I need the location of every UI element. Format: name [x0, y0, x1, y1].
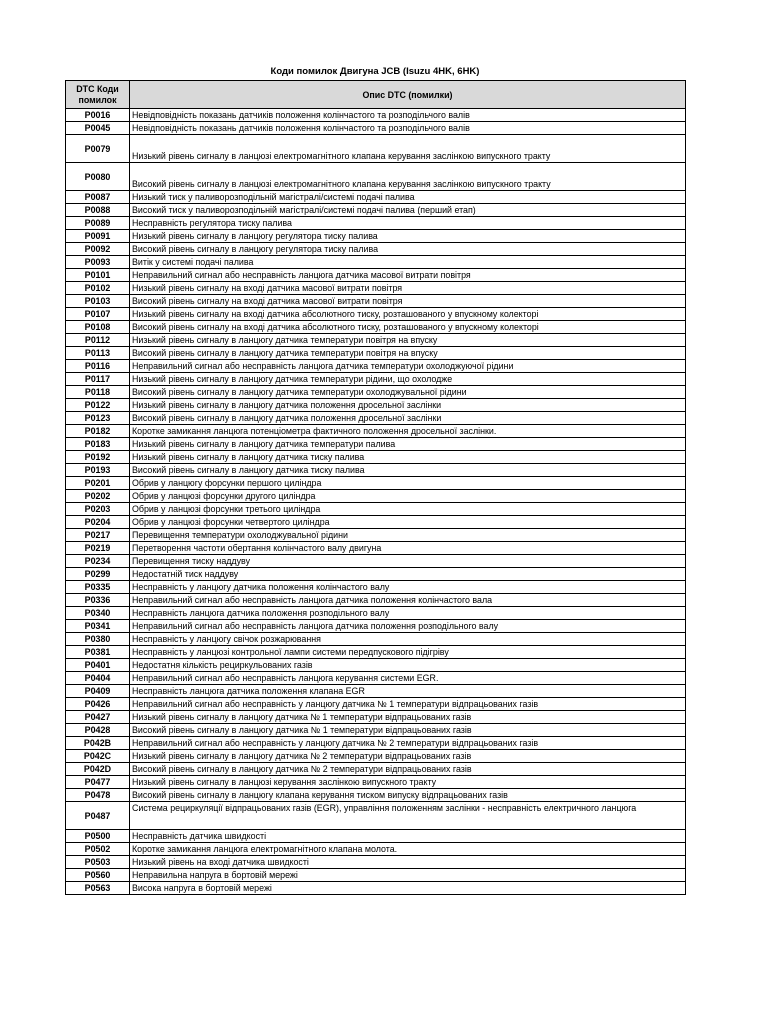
- dtc-description-cell: Неправильний сигнал або несправність у ланцюгу датчика № 2 температури відпрацьованих газів: [130, 737, 686, 750]
- dtc-code-cell: P0426: [66, 698, 130, 711]
- table-row: [66, 122, 686, 135]
- dtc-description-cell: Неправильний сигнал або несправність ланцюга датчика положення розподільного валу: [130, 620, 686, 633]
- dtc-code-cell: P0487: [66, 802, 130, 830]
- table-row: [66, 204, 686, 217]
- dtc-description-cell: Неправильна напруга в бортовій мережі: [130, 869, 686, 882]
- dtc-description-cell: Обрив у ланцюзі форсунки третього циліндра: [130, 503, 686, 516]
- dtc-code-cell: P0182: [66, 425, 130, 438]
- dtc-description-cell: Невідповідність показань датчиків положення колінчастого та розподільчого валів: [130, 109, 686, 122]
- dtc-description-cell: Невідповідність показань датчиків положення колінчастого та розподільчого валів: [130, 122, 686, 135]
- dtc-description-cell: Низький рівень на вході датчика швидкості: [130, 856, 686, 869]
- dtc-description-cell: Перевищення температури охолоджувальної рідини: [130, 529, 686, 542]
- dtc-description-cell: Низький рівень сигналу в ланцюгу датчика № 2 температури відпрацьованих газів: [130, 750, 686, 763]
- dtc-description-cell: Високий рівень сигналу в ланцюгу датчика температури охолоджувальної рідини: [130, 386, 686, 399]
- dtc-code-cell: P0381: [66, 646, 130, 659]
- dtc-description-cell: Високий тиск у паливорозподільній магістралі/системі подачі палива (перший етап): [130, 204, 686, 217]
- dtc-code-cell: P0088: [66, 204, 130, 217]
- table-row: [66, 163, 686, 191]
- dtc-code-cell: P042B: [66, 737, 130, 750]
- dtc-code-cell: P0117: [66, 373, 130, 386]
- table-row: [66, 698, 686, 711]
- dtc-description-cell: Висока напруга в бортовій мережі: [130, 882, 686, 895]
- table-row: [66, 269, 686, 282]
- dtc-code-cell: P0123: [66, 412, 130, 425]
- dtc-description-cell: Несправність ланцюга датчика положення клапана EGR: [130, 685, 686, 698]
- table-row: [66, 477, 686, 490]
- dtc-code-cell: P0079: [66, 135, 130, 163]
- table-row: [66, 763, 686, 776]
- document-title: Коди помилок Двигуна JCB (Isuzu 4HK, 6HK): [270, 66, 480, 77]
- dtc-code-cell: P0112: [66, 334, 130, 347]
- table-row: [66, 386, 686, 399]
- dtc-description-cell: Обрив у ланцюгу форсунки першого циліндра: [130, 477, 686, 490]
- description-column-header: Опис DTC (помилки): [130, 81, 686, 109]
- dtc-description-cell: Низький тиск у паливорозподільній магістралі/системі подачі палива: [130, 191, 686, 204]
- dtc-code-cell: P0016: [66, 109, 130, 122]
- table-row: [66, 217, 686, 230]
- table-row: [66, 282, 686, 295]
- dtc-code-cell: P0340: [66, 607, 130, 620]
- table-row: [66, 776, 686, 789]
- dtc-description-cell: Високий рівень сигналу в ланцюзі електромагнітного клапана керування заслінкою випускного тракту: [130, 163, 686, 191]
- dtc-code-cell: P0089: [66, 217, 130, 230]
- table-row: [66, 243, 686, 256]
- dtc-code-cell: P0202: [66, 490, 130, 503]
- dtc-code-cell: P0477: [66, 776, 130, 789]
- dtc-code-cell: P0217: [66, 529, 130, 542]
- table-row: [66, 724, 686, 737]
- table-row: [66, 789, 686, 802]
- dtc-code-cell: P0478: [66, 789, 130, 802]
- table-row: [66, 425, 686, 438]
- table-row: [66, 464, 686, 477]
- table-row: [66, 191, 686, 204]
- dtc-code-cell: P0404: [66, 672, 130, 685]
- table-row: [66, 685, 686, 698]
- table-row: [66, 542, 686, 555]
- dtc-description-cell: Низький рівень сигналу в ланцюгу датчика положення дросельної заслінки: [130, 399, 686, 412]
- table-row: [66, 295, 686, 308]
- dtc-description-cell: Високий рівень сигналу на вході датчика масової витрати повітря: [130, 295, 686, 308]
- dtc-code-cell: P0502: [66, 843, 130, 856]
- dtc-description-cell: Неправильний сигнал або несправність ланцюга керування системи EGR.: [130, 672, 686, 685]
- dtc-code-cell: P0427: [66, 711, 130, 724]
- dtc-code-cell: P0107: [66, 308, 130, 321]
- table-row: [66, 321, 686, 334]
- dtc-description-cell: Несправність ланцюга датчика положення розподільного валу: [130, 607, 686, 620]
- dtc-code-cell: P0102: [66, 282, 130, 295]
- dtc-code-cell: P042C: [66, 750, 130, 763]
- dtc-code-cell: P0116: [66, 360, 130, 373]
- dtc-description-cell: Обрив у ланцюзі форсунки другого циліндра: [130, 490, 686, 503]
- table-row: [66, 581, 686, 594]
- table-row: [66, 503, 686, 516]
- dtc-code-cell: P0183: [66, 438, 130, 451]
- dtc-code-cell: P042D: [66, 763, 130, 776]
- dtc-code-cell: P0335: [66, 581, 130, 594]
- dtc-code-cell: P0045: [66, 122, 130, 135]
- table-row: [66, 594, 686, 607]
- dtc-description-cell: Високий рівень сигналу на вході датчика абсолютного тиску, розташованого у впускному колекторі: [130, 321, 686, 334]
- table-row: [66, 737, 686, 750]
- table-row: [66, 882, 686, 895]
- table-row: [66, 347, 686, 360]
- dtc-description-cell: Високий рівень сигналу в ланцюгу датчика тиску палива: [130, 464, 686, 477]
- dtc-code-cell: P0204: [66, 516, 130, 529]
- dtc-description-cell: Несправність у ланцюгу датчика положення колінчастого валу: [130, 581, 686, 594]
- dtc-code-cell: P0503: [66, 856, 130, 869]
- dtc-code-cell: P0219: [66, 542, 130, 555]
- dtc-code-cell: P0234: [66, 555, 130, 568]
- dtc-description-cell: Перетворення частоти обертання колінчастого валу двигуна: [130, 542, 686, 555]
- dtc-code-cell: P0500: [66, 830, 130, 843]
- table-row: [66, 135, 686, 163]
- dtc-code-cell: P0093: [66, 256, 130, 269]
- dtc-code-cell: P0113: [66, 347, 130, 360]
- table-row: [66, 256, 686, 269]
- dtc-description-cell: Низький рівень сигналу в ланцюгу датчика температури повітря на впуску: [130, 334, 686, 347]
- table-row: [66, 451, 686, 464]
- dtc-description-cell: Несправність у ланцюзі контрольної лампи системи передпускового підігріву: [130, 646, 686, 659]
- dtc-description-cell: Низький рівень сигналу в ланцюгу датчика № 1 температури відпрацьованих газів: [130, 711, 686, 724]
- dtc-code-cell: P0336: [66, 594, 130, 607]
- dtc-description-cell: Високий рівень сигналу в ланцюгу датчика № 1 температури відпрацьованих газів: [130, 724, 686, 737]
- dtc-description-cell: Низький рівень сигналу на вході датчика абсолютного тиску, розташованого у впускному колекторі: [130, 308, 686, 321]
- table-body: [66, 109, 686, 895]
- dtc-description-cell: Високий рівень сигналу в ланцюгу регулятора тиску палива: [130, 243, 686, 256]
- table-row: [66, 659, 686, 672]
- dtc-code-cell: P0091: [66, 230, 130, 243]
- dtc-code-cell: P0563: [66, 882, 130, 895]
- dtc-code-cell: P0192: [66, 451, 130, 464]
- table-row: [66, 620, 686, 633]
- table-row: [66, 750, 686, 763]
- dtc-code-cell: P0103: [66, 295, 130, 308]
- table-row: [66, 109, 686, 122]
- dtc-description-cell: Обрив у ланцюзі форсунки четвертого циліндра: [130, 516, 686, 529]
- table-row: [66, 412, 686, 425]
- dtc-description-cell: Неправильний сигнал або несправність ланцюга датчика температури охолоджуючої рідини: [130, 360, 686, 373]
- dtc-code-cell: P0101: [66, 269, 130, 282]
- dtc-description-cell: Неправильний сигнал або несправність у ланцюгу датчика № 1 температури відпрацьованих газів: [130, 698, 686, 711]
- dtc-code-cell: P0201: [66, 477, 130, 490]
- dtc-code-cell: P0108: [66, 321, 130, 334]
- code-column-header: DTC Коди помилок: [66, 81, 130, 109]
- dtc-description-cell: Низький рівень сигналу в ланцюзі електромагнітного клапана керування заслінкою випускного тракту: [130, 135, 686, 163]
- table-row: [66, 555, 686, 568]
- dtc-description-cell: Низький рівень сигналу в ланцюгу регулятора тиску палива: [130, 230, 686, 243]
- dtc-code-cell: P0380: [66, 633, 130, 646]
- dtc-description-cell: Низький рівень сигналу в ланцюгу датчика тиску палива: [130, 451, 686, 464]
- dtc-code-cell: P0341: [66, 620, 130, 633]
- dtc-code-cell: P0087: [66, 191, 130, 204]
- dtc-description-cell: Низький рівень сигналу на вході датчика масової витрати повітря: [130, 282, 686, 295]
- table-row: [66, 516, 686, 529]
- table-row: [66, 334, 686, 347]
- dtc-code-cell: P0080: [66, 163, 130, 191]
- table-row: [66, 843, 686, 856]
- dtc-code-cell: P0193: [66, 464, 130, 477]
- dtc-code-cell: P0409: [66, 685, 130, 698]
- table-row: [66, 230, 686, 243]
- table-row: [66, 373, 686, 386]
- dtc-description-cell: Низький рівень сигналу в ланцюгу датчика температури рідини, що охолодже: [130, 373, 686, 386]
- table-row: [66, 633, 686, 646]
- dtc-description-cell: Перевищення тиску наддуву: [130, 555, 686, 568]
- dtc-description-cell: Недостатній тиск наддуву: [130, 568, 686, 581]
- dtc-description-cell: Високий рівень сигналу в ланцюгу датчика № 2 температури відпрацьованих газів: [130, 763, 686, 776]
- dtc-code-cell: P0428: [66, 724, 130, 737]
- dtc-description-cell: Несправність у ланцюгу свічок розжарювання: [130, 633, 686, 646]
- table-header-row: [66, 81, 686, 109]
- dtc-description-cell: Система рециркуляції відпрацьованих газів (EGR), управління положенням заслінки - несправність електричного ланцюга: [130, 802, 686, 830]
- dtc-code-cell: P0203: [66, 503, 130, 516]
- dtc-description-cell: Низький рівень сигналу в ланцюзі керування заслінкою випускного тракту: [130, 776, 686, 789]
- dtc-description-cell: Високий рівень сигналу в ланцюгу датчика положення дросельної заслінки: [130, 412, 686, 425]
- table-row: [66, 308, 686, 321]
- dtc-description-cell: Неправильний сигнал або несправність ланцюга датчика положення колінчастого вала: [130, 594, 686, 607]
- dtc-description-cell: Неправильний сигнал або несправність ланцюга датчика масової витрати повітря: [130, 269, 686, 282]
- dtc-code-cell: P0118: [66, 386, 130, 399]
- dtc-description-cell: Високий рівень сигналу в ланцюгу клапана керування тиском випуску відпрацьованих газів: [130, 789, 686, 802]
- dtc-description-cell: Несправність датчика швидкості: [130, 830, 686, 843]
- table-row: [66, 360, 686, 373]
- table-row: [66, 568, 686, 581]
- dtc-code-cell: P0401: [66, 659, 130, 672]
- dtc-description-cell: Коротке замикання ланцюга електромагнітного клапана молота.: [130, 843, 686, 856]
- table-row: [66, 646, 686, 659]
- table-row: [66, 529, 686, 542]
- dtc-description-cell: Витік у системі подачі палива: [130, 256, 686, 269]
- table-row: [66, 607, 686, 620]
- table-row: [66, 672, 686, 685]
- table-row: [66, 399, 686, 412]
- dtc-description-cell: Несправність регулятора тиску палива: [130, 217, 686, 230]
- dtc-code-cell: P0299: [66, 568, 130, 581]
- table-row: [66, 802, 686, 830]
- dtc-description-cell: Коротке замикання ланцюга потенціометра фактичного положення дросельної заслінки.: [130, 425, 686, 438]
- table-row: [66, 438, 686, 451]
- table-row: [66, 830, 686, 843]
- dtc-table: [65, 80, 686, 895]
- table-row: [66, 856, 686, 869]
- table-row: [66, 869, 686, 882]
- dtc-description-cell: Недостатня кількість рециркульованих газів: [130, 659, 686, 672]
- dtc-description-cell: Низький рівень сигналу в ланцюгу датчика температури палива: [130, 438, 686, 451]
- dtc-code-cell: P0092: [66, 243, 130, 256]
- dtc-description-cell: Високий рівень сигналу в ланцюгу датчика температури повітря на впуску: [130, 347, 686, 360]
- dtc-code-cell: P0122: [66, 399, 130, 412]
- dtc-code-cell: P0560: [66, 869, 130, 882]
- table-row: [66, 490, 686, 503]
- table-row: [66, 711, 686, 724]
